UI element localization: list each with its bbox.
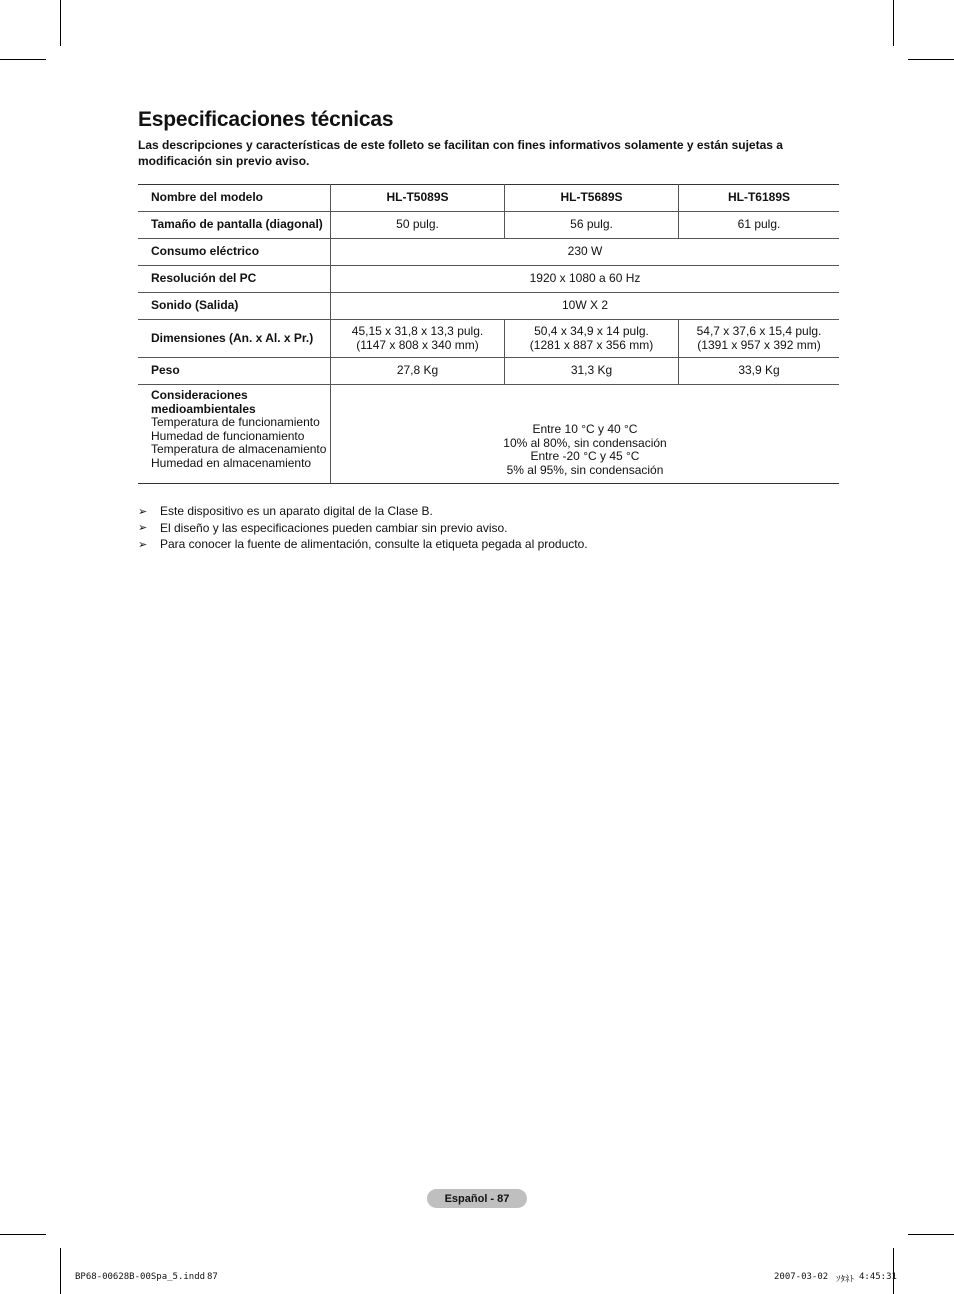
crop-mark: [908, 59, 954, 60]
crop-mark: [60, 0, 61, 46]
note-text: El diseño y las especificaciones pueden cambiar sin previo aviso.: [160, 520, 508, 535]
arrow-bullet-icon: ➢: [138, 522, 148, 535]
dimension-inches: 54,7 x 37,6 x 15,4 pulg.: [696, 324, 822, 338]
env-label: Humedad de funcionamiento: [151, 428, 305, 443]
slug-time: 4:45:31: [859, 1272, 897, 1282]
crop-mark: [893, 1248, 894, 1294]
list-item: [138, 536, 588, 553]
dimension-mm: (1391 x 957 x 392 mm): [697, 337, 821, 352]
slug-filename: BP68-00628B-00Spa_5.indd: [75, 1272, 206, 1282]
table-cell: [331, 320, 505, 358]
table-row: [138, 239, 839, 266]
table-cell: [505, 320, 679, 358]
model-name: HL-T5089S: [331, 185, 505, 212]
arrow-bullet-icon: ➢: [138, 538, 148, 551]
env-value: 10% al 80%, sin condensación: [503, 435, 667, 450]
table-row: [138, 293, 839, 320]
note-text: Este dispositivo es un aparato digital de la Clase B.: [160, 504, 433, 519]
note-text: Para conocer la fuente de alimentación, consulte la etiqueta pegada al producto.: [160, 537, 588, 552]
env-value: Entre -20 °C y 45 °C: [530, 449, 640, 463]
crop-mark: [0, 59, 46, 60]
table-cell: 50 pulg.: [331, 212, 505, 239]
dimension-inches: 45,15 x 31,8 x 13,3 pulg.: [351, 324, 484, 338]
row-label: [138, 385, 331, 484]
notes-list: [138, 503, 588, 553]
crop-mark: [60, 1248, 61, 1294]
dimension-mm: (1147 x 808 x 340 mm): [356, 337, 479, 352]
slug-page: 87: [207, 1272, 218, 1282]
crop-mark: [0, 1234, 46, 1235]
row-label: Dimensiones (An. x Al. x Pr.): [138, 320, 331, 358]
row-label: Peso: [138, 358, 331, 385]
table-cell: 33,9 Kg: [679, 358, 840, 385]
env-value: 5% al 95%, sin condensación: [506, 462, 664, 477]
table-cell: 10W X 2: [331, 293, 840, 320]
slug-date: 2007-03-02: [774, 1272, 829, 1282]
list-item: [138, 503, 588, 520]
row-label: Tamaño de pantalla (diagonal): [138, 212, 331, 239]
crop-mark: [893, 0, 894, 46]
table-cell: 31,3 Kg: [505, 358, 679, 385]
model-name: HL-T5689S: [505, 185, 679, 212]
env-value: Entre 10 °C y 40 °C: [532, 422, 638, 436]
table-row: [138, 320, 839, 358]
spec-table: [138, 184, 839, 484]
table-cell: 230 W: [331, 239, 840, 266]
table-row: [138, 385, 839, 484]
env-label: Temperatura de almacenamiento: [151, 442, 327, 456]
row-label: Nombre del modelo: [138, 185, 331, 212]
table-cell: [331, 385, 840, 484]
dimension-inches: 50,4 x 34,9 x 14 pulg.: [534, 324, 649, 338]
model-name: HL-T6189S: [679, 185, 840, 212]
table-cell: 27,8 Kg: [331, 358, 505, 385]
table-row: [138, 358, 839, 385]
slug-kana: ｿﾀﾈﾄ: [836, 1275, 855, 1285]
table-cell: 56 pulg.: [505, 212, 679, 239]
row-label: Resolución del PC: [138, 266, 331, 293]
table-row: [138, 185, 839, 212]
list-item: [138, 520, 588, 537]
page-number-badge: Español - 87: [427, 1189, 527, 1208]
env-heading: Consideraciones: [151, 388, 248, 402]
env-label: Humedad en almacenamiento: [151, 455, 312, 470]
dimension-mm: (1281 x 887 x 356 mm): [529, 337, 654, 352]
intro-text: Las descripciones y características de este folleto se facilitan con fines informativos solamente y están sujetas a modificación sin previo aviso.: [138, 138, 783, 168]
env-label: Temperatura de funcionamiento: [151, 415, 320, 429]
page-title: Especificaciones técnicas: [138, 108, 394, 131]
table-cell: 61 pulg.: [679, 212, 840, 239]
env-heading: medioambientales: [151, 401, 256, 416]
table-row: [138, 266, 839, 293]
row-label: Consumo eléctrico: [138, 239, 331, 266]
row-label: Sonido (Salida): [138, 293, 331, 320]
table-cell: [679, 320, 840, 358]
table-cell: 1920 x 1080 a 60 Hz: [331, 266, 840, 293]
table-row: [138, 212, 839, 239]
crop-mark: [908, 1234, 954, 1235]
arrow-bullet-icon: ➢: [138, 505, 148, 518]
